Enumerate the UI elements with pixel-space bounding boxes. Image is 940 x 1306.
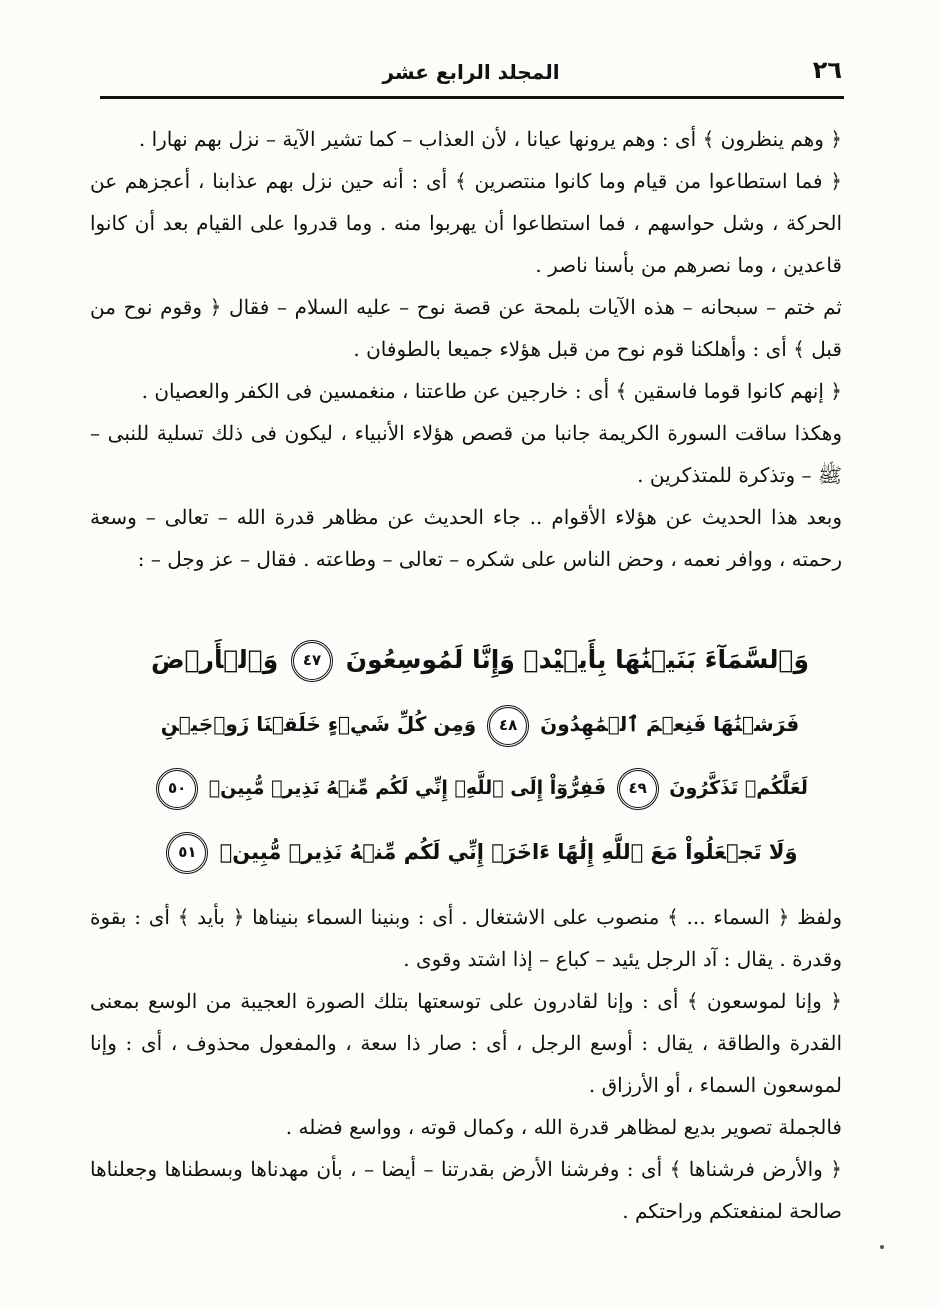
paragraph: ﴿ وإنا لموسعون ﴾ أى : وإنا لقادرون على توسعتها بتلك الصورة العجيبة من الوسع بمعنى القدرة والطاقة ، يقال : أوسع الرجل ، أى : صار ذا سعة ، والمفعول محذوف ، أى : وإنا لموسعون السماء ، أو الأرزاق . — [90, 989, 842, 1097]
paragraph: ولفظ ﴿ السماء ... ﴾ منصوب على الاشتغال . أى : وبنينا السماء بنيناها ﴿ بأيد ﴾ أى : بقوة وقدرة . يقال : آد الرجل يئيد – كباع – إذا اشتد وقوى . — [90, 905, 842, 971]
ayah-number-marker: ٥٠ — [156, 768, 198, 810]
page-number: ٢٦ — [812, 56, 842, 84]
running-title: المجلد الرابع عشر — [382, 60, 560, 84]
ayah-number-marker: ٤٧ — [291, 640, 333, 682]
quran-line — [150, 628, 810, 692]
paragraph: ﴿ فما استطاعوا من قيام وما كانوا منتصرين ﴾ أى : أنه حين نزل بهم عذابنا ، أعجزهم عن الحركة ، وشل حواسهم ، فما استطاعوا أن يهربوا منه . وما قدروا على القيام بعد أن كانوا قاعدين ، وما نصرهم من بأسنا ناصر . — [90, 169, 842, 277]
commentary-top — [90, 118, 842, 580]
quran-line — [150, 692, 810, 756]
verse-text: لَعَلَّكُمۡ تَذَكَّرُونَ — [669, 777, 808, 799]
ayah-number-marker: ٤٨ — [487, 705, 529, 747]
quran-line — [150, 820, 810, 884]
quran-verses-block — [150, 628, 810, 884]
ink-speck — [880, 1245, 884, 1249]
verse-text: وَلَا تَجۡعَلُواْ مَعَ ٱللَّهِ إِلَٰهًا ءَاخَرَۖ إِنِّي لَكُم مِّنۡهُ نَذِيرٞ مُّبِينٞ — [219, 840, 798, 864]
paragraph: ﴿ والأرض فرشناها ﴾ أى : وفرشنا الأرض بقدرتنا – أيضا – ، بأن مهدناها وبسطناها وجعلناها صالحة لمنفعتكم وراحتكم . — [90, 1157, 842, 1223]
paragraph: ﴿ وهم ينظرون ﴾ أى : وهم يرونها عيانا ، لأن العذاب – كما تشير الآية – نزل بهم نهارا . — [138, 127, 842, 151]
page-header — [100, 52, 842, 98]
verse-text: وَٱلسَّمَآءَ بَنَيۡنَٰهَا بِأَيۡيْدٖ وَإِنَّا لَمُوسِعُونَ — [345, 645, 809, 674]
header-rule — [100, 96, 844, 99]
paragraph: وهكذا ساقت السورة الكريمة جانبا من قصص هؤلاء الأنبياء ، ليكون فى ذلك تسلية للنبى – ﷺ – وتذكرة للمتذكرين . — [90, 421, 842, 487]
quran-line — [150, 756, 810, 820]
ayah-number-marker: ٤٩ — [617, 768, 659, 810]
paragraph: ﴿ إنهم كانوا قوما فاسقين ﴾ أى : خارجين عن طاعتنا ، منغمسين فى الكفر والعصيان . — [141, 379, 842, 403]
paragraph: وبعد هذا الحديث عن هؤلاء الأقوام .. جاء الحديث عن مظاهر قدرة الله – تعالى – وسعة رحمته ، ووافر نعمه ، وحض الناس على شكره – تعالى – وطاعته . فقال – عز وجل – : — [90, 505, 842, 571]
commentary-bottom — [90, 896, 842, 1232]
verse-text: وَٱلۡأَرۡضَ — [150, 645, 279, 674]
verse-text: وَمِن كُلِّ شَيۡءٍ خَلَقۡنَا زَوۡجَيۡنِ — [160, 712, 477, 736]
paragraph: ثم ختم – سبحانه – هذه الآيات بلمحة عن قصة نوح – عليه السلام – فقال ﴿ وقوم نوح من قبل ﴾ أى : وأهلكنا قوم نوح من قبل هؤلاء جميعا بالطوفان . — [90, 295, 842, 361]
verse-text: فَرَشۡنَٰهَا فَنِعۡمَ ٱلۡمَٰهِدُونَ — [540, 712, 800, 736]
paragraph: فالجملة تصوير بديع لمظاهر قدرة الله ، وكمال قوته ، وواسع فضله . — [285, 1115, 842, 1139]
verse-text: فَفِرُّوٓاْ إِلَى ٱللَّهِۖ إِنِّي لَكُم مِّنۡهُ نَذِيرٞ مُّبِينٞ — [208, 777, 607, 799]
ayah-number-marker: ٥١ — [166, 832, 208, 874]
